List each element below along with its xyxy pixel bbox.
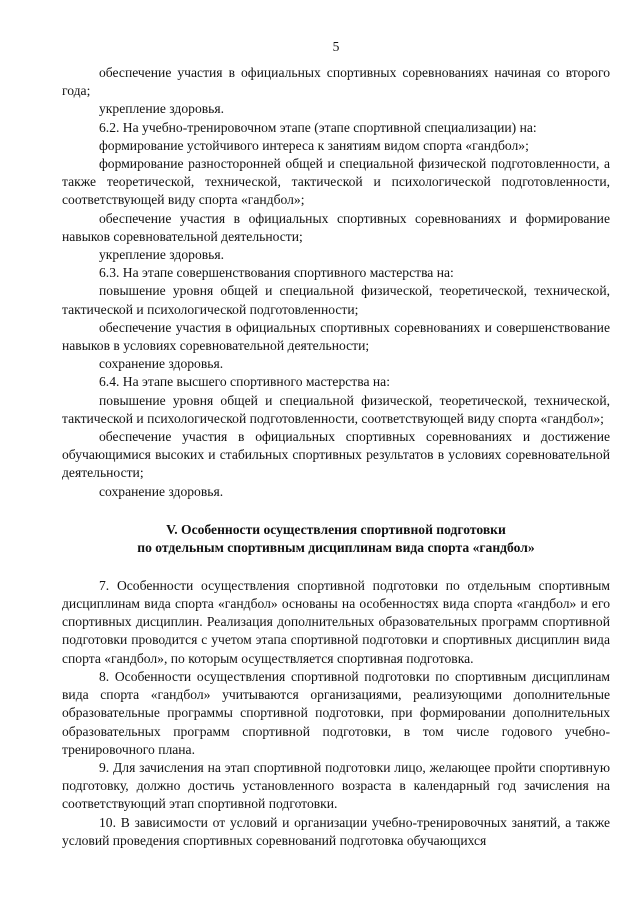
section-title — [62, 521, 610, 558]
paragraph: повышение уровня общей и специальной физической, теоретической, технической, тактической и психологической подготовленности, соответствующей виду спорта «гандбол»; — [62, 392, 610, 426]
paragraph: повышение уровня общей и специальной физической, теоретической, технической, тактической и психологической подготовленности; — [62, 283, 610, 317]
paragraphs-top — [62, 64, 610, 501]
paragraph: 7. Особенности осуществления спортивной подготовки по отдельным спортивным дисциплинам вида спорта «гандбол» основаны на особенностях вида спорта «гандбол» и его спортивных дисциплин. Реализация дополнительных образовательных программ спортивной подготовки проводится с учетом этапа спортивной подготовки и спортивных дисциплин вида спорта «гандбол», по которым осуществляется спортивная подготовка. — [62, 577, 610, 666]
section-title-line: V. Особенности осуществления спортивной подготовки — [166, 521, 506, 537]
paragraph: обеспечение участия в официальных спортивных соревнованиях начиная со второго года; — [62, 65, 610, 99]
paragraph: 6.3. На этапе совершенствования спортивного мастерства на: — [99, 265, 454, 281]
section-title-line: по отдельным спортивным дисциплинам вида спорта «гандбол» — [137, 540, 535, 556]
paragraph: сохранение здоровья. — [99, 483, 224, 499]
paragraph: 6.4. На этапе высшего спортивного мастерства на: — [99, 374, 390, 390]
paragraph: обеспечение участия в официальных спортивных соревнованиях и формирование навыков соревновательной деятельности; — [62, 210, 610, 244]
paragraph: 8. Особенности осуществления спортивной подготовки по спортивным дисциплинам вида спорта «гандбол» учитываются организациями, реализующими дополнительные образовательные программы спортивной подготовки, при формировании дополнительных образовательных программ спортивной подготовки, в том числе годового учебно-тренировочного плана. — [62, 668, 610, 757]
paragraph: сохранение здоровья. — [99, 356, 224, 372]
paragraph: обеспечение участия в официальных спортивных соревнованиях и совершенствование навыков в условиях соревновательной деятельности; — [62, 319, 610, 354]
paragraph: укрепление здоровья. — [99, 101, 225, 117]
page-number: 5 — [332, 39, 340, 54]
paragraph: формирование разносторонней общей и специальной физической подготовленности, а также теоретической, технической, тактической и психологической подготовленности, соответствующей виду спорта «гандбол»; — [62, 156, 610, 208]
paragraphs-bottom — [62, 577, 610, 850]
paragraph: обеспечение участия в официальных спортивных соревнованиях и достижение обучающимися высоких и стабильных спортивных результатов в условиях соревновательной деятельности; — [62, 429, 610, 481]
paragraph: 9. Для зачисления на этап спортивной подготовки лицо, желающее пройти спортивную подготовку, должно достичь установленного возраста в календарный год зачисления на соответствующий этап спортивной подготовки. — [62, 759, 610, 812]
paragraph: формирование устойчивого интереса к занятиям видом спорта «гандбол»; — [99, 137, 529, 153]
paragraph: укрепление здоровья. — [99, 247, 225, 263]
paragraph: 10. В зависимости от условий и организации учебно-тренировочных занятий, а также условий проведения спортивных соревнований подготовка обучающихся — [62, 814, 610, 848]
paragraph: 6.2. На учебно-тренировочном этапе (этапе спортивной специализации) на: — [99, 119, 537, 135]
